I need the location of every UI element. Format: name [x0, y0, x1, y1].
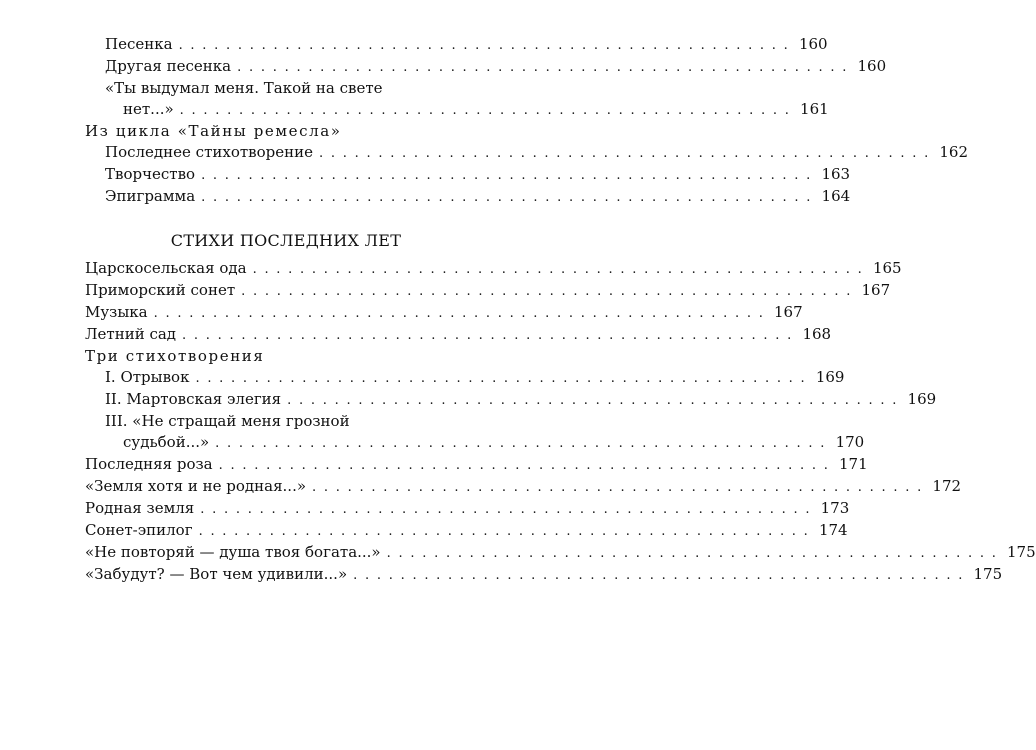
leader-dots: . . . . . . . . . . . . . . . . . . . . . . . . . . . . . . . . . . . . . . . . . . . . . . . . . . . . [201, 168, 813, 183]
toc-entry-page: 170 [835, 433, 865, 451]
toc-entry-page: 172 [932, 477, 962, 495]
toc-entry-page: 175 [1007, 543, 1036, 561]
toc-entry-page: 165 [872, 259, 902, 277]
leader-dots: . . . . . . . . . . . . . . . . . . . . . . . . . . . . . . . . . . . . . . . . . . . . . . . . . . . . [200, 502, 812, 517]
toc-entry-title: Творчество [105, 165, 196, 183]
toc-entry [85, 280, 891, 302]
toc-entry-page: 167 [774, 303, 803, 321]
cycle-title: Из цикла «Тайны ремесла» [85, 122, 342, 140]
leader-dots: . . . . . . . . . . . . . . . . . . . . . . . . . . . . . . . . . . . . . . . . . . . . . . . . . . . . [319, 146, 931, 161]
toc-entry-title: I. Отрывок [105, 368, 190, 386]
toc-entry-title: судьбой...» [123, 433, 210, 451]
leader-dots: . . . . . . . . . . . . . . . . . . . . . . . . . . . . . . . . . . . . . . . . . . . . . . . . . . . . [195, 371, 807, 386]
toc-entry [105, 142, 969, 164]
toc-entry [105, 367, 845, 389]
toc-entry-title: Эпиграмма [105, 187, 196, 205]
toc-entry-page: 161 [800, 100, 829, 118]
toc-entry-page: 163 [821, 165, 851, 183]
toc-entry-page: 169 [815, 368, 845, 386]
toc-entry [85, 520, 848, 542]
leader-dots: . . . . . . . . . . . . . . . . . . . . . . . . . . . . . . . . . . . . . . . . . . . . . . . . . . . . [201, 190, 813, 205]
toc-entry-page: 171 [839, 455, 868, 473]
toc-entry [105, 34, 828, 56]
leader-dots: . . . . . . . . . . . . . . . . . . . . . . . . . . . . . . . . . . . . . . . . . . . . . . . . . . . . [218, 458, 830, 473]
toc-entry [85, 498, 850, 520]
leader-dots: . . . . . . . . . . . . . . . . . . . . . . . . . . . . . . . . . . . . . . . . . . . . . . . . . . . . [386, 546, 998, 561]
toc-entry-title: Песенка [105, 35, 173, 53]
toc-entry-page: 175 [973, 565, 1003, 583]
leader-dots: . . . . . . . . . . . . . . . . . . . . . . . . . . . . . . . . . . . . . . . . . . . . . . . . . . . . [198, 524, 810, 539]
cycle-title: Три стихотворения [85, 347, 265, 365]
toc-entry-title: Последняя роза [85, 455, 213, 473]
toc-entry-title: Родная земля [85, 499, 195, 517]
toc-entry [123, 432, 865, 454]
toc-entry-title: Музыка [85, 303, 148, 321]
leader-dots: . . . . . . . . . . . . . . . . . . . . . . . . . . . . . . . . . . . . . . . . . . . . . . . . . . . . [252, 262, 864, 277]
toc-entry [85, 302, 803, 324]
toc-entry-page: 167 [861, 281, 891, 299]
leader-dots: . . . . . . . . . . . . . . . . . . . . . . . . . . . . . . . . . . . . . . . . . . . . . . . . . . . . [178, 38, 790, 53]
leader-dots: . . . . . . . . . . . . . . . . . . . . . . . . . . . . . . . . . . . . . . . . . . . . . . . . . . . . [182, 328, 794, 343]
toc-entry-page: 169 [907, 390, 937, 408]
toc-entry [123, 99, 829, 121]
leader-dots: . . . . . . . . . . . . . . . . . . . . . . . . . . . . . . . . . . . . . . . . . . . . . . . . . . . . [153, 306, 765, 321]
toc-entry [85, 454, 868, 476]
table-of-contents [85, 34, 1036, 586]
toc-entry-title: Летний сад [85, 325, 177, 343]
leader-dots: . . . . . . . . . . . . . . . . . . . . . . . . . . . . . . . . . . . . . . . . . . . . . . . . . . . . [312, 480, 924, 495]
toc-entry [85, 258, 902, 280]
toc-entry-title: «Забудут? — Вот чем удивили...» [85, 565, 348, 583]
toc-entry [105, 56, 887, 78]
section-heading: СТИХИ ПОСЛЕДНИХ ЛЕТ [170, 231, 402, 250]
toc-entry [85, 476, 962, 498]
leader-dots: . . . . . . . . . . . . . . . . . . . . . . . . . . . . . . . . . . . . . . . . . . . . . . . . . . . . [287, 393, 899, 408]
toc-entry-title: II. Мартовская элегия [105, 390, 282, 408]
leader-dots: . . . . . . . . . . . . . . . . . . . . . . . . . . . . . . . . . . . . . . . . . . . . . . . . . . . . [241, 284, 853, 299]
toc-entry-title: Приморский сонет [85, 281, 236, 299]
toc-entry [85, 564, 1003, 586]
toc-entry-page: 174 [818, 521, 848, 539]
toc-entry-title: Царскосельская ода [85, 259, 247, 277]
toc-entry-page: 162 [939, 143, 969, 161]
toc-entry-page: 164 [821, 187, 851, 205]
toc-entry-title: Другая песенка [105, 57, 232, 75]
leader-dots: . . . . . . . . . . . . . . . . . . . . . . . . . . . . . . . . . . . . . . . . . . . . . . . . . . . . [215, 436, 827, 451]
toc-entry [105, 389, 937, 411]
toc-entry [105, 164, 851, 186]
toc-entry [85, 324, 832, 346]
toc-entry [85, 542, 1036, 564]
toc-entry-title: нет...» [123, 100, 174, 118]
leader-dots: . . . . . . . . . . . . . . . . . . . . . . . . . . . . . . . . . . . . . . . . . . . . . . . . . . . . [237, 60, 849, 75]
toc-entry-wrapped-line: III. «Не стращай меня грозной [105, 412, 350, 430]
toc-entry [105, 186, 851, 208]
toc-entry-page: 160 [857, 57, 887, 75]
toc-entry-title: «Не повторяй — душа твоя богата...» [85, 543, 381, 561]
toc-entry-title: Сонет-эпилог [85, 521, 193, 539]
toc-entry-page: 173 [820, 499, 850, 517]
toc-entry-wrapped-line: «Ты выдумал меня. Такой на свете [105, 79, 383, 97]
toc-entry-title: «Земля хотя и не родная...» [85, 477, 307, 495]
leader-dots: . . . . . . . . . . . . . . . . . . . . . . . . . . . . . . . . . . . . . . . . . . . . . . . . . . . . [353, 568, 965, 583]
toc-entry-page: 160 [798, 35, 828, 53]
toc-entry-page: 168 [802, 325, 832, 343]
toc-entry-title: Последнее стихотворение [105, 143, 313, 161]
leader-dots: . . . . . . . . . . . . . . . . . . . . . . . . . . . . . . . . . . . . . . . . . . . . . . . . . . . . [179, 103, 791, 118]
